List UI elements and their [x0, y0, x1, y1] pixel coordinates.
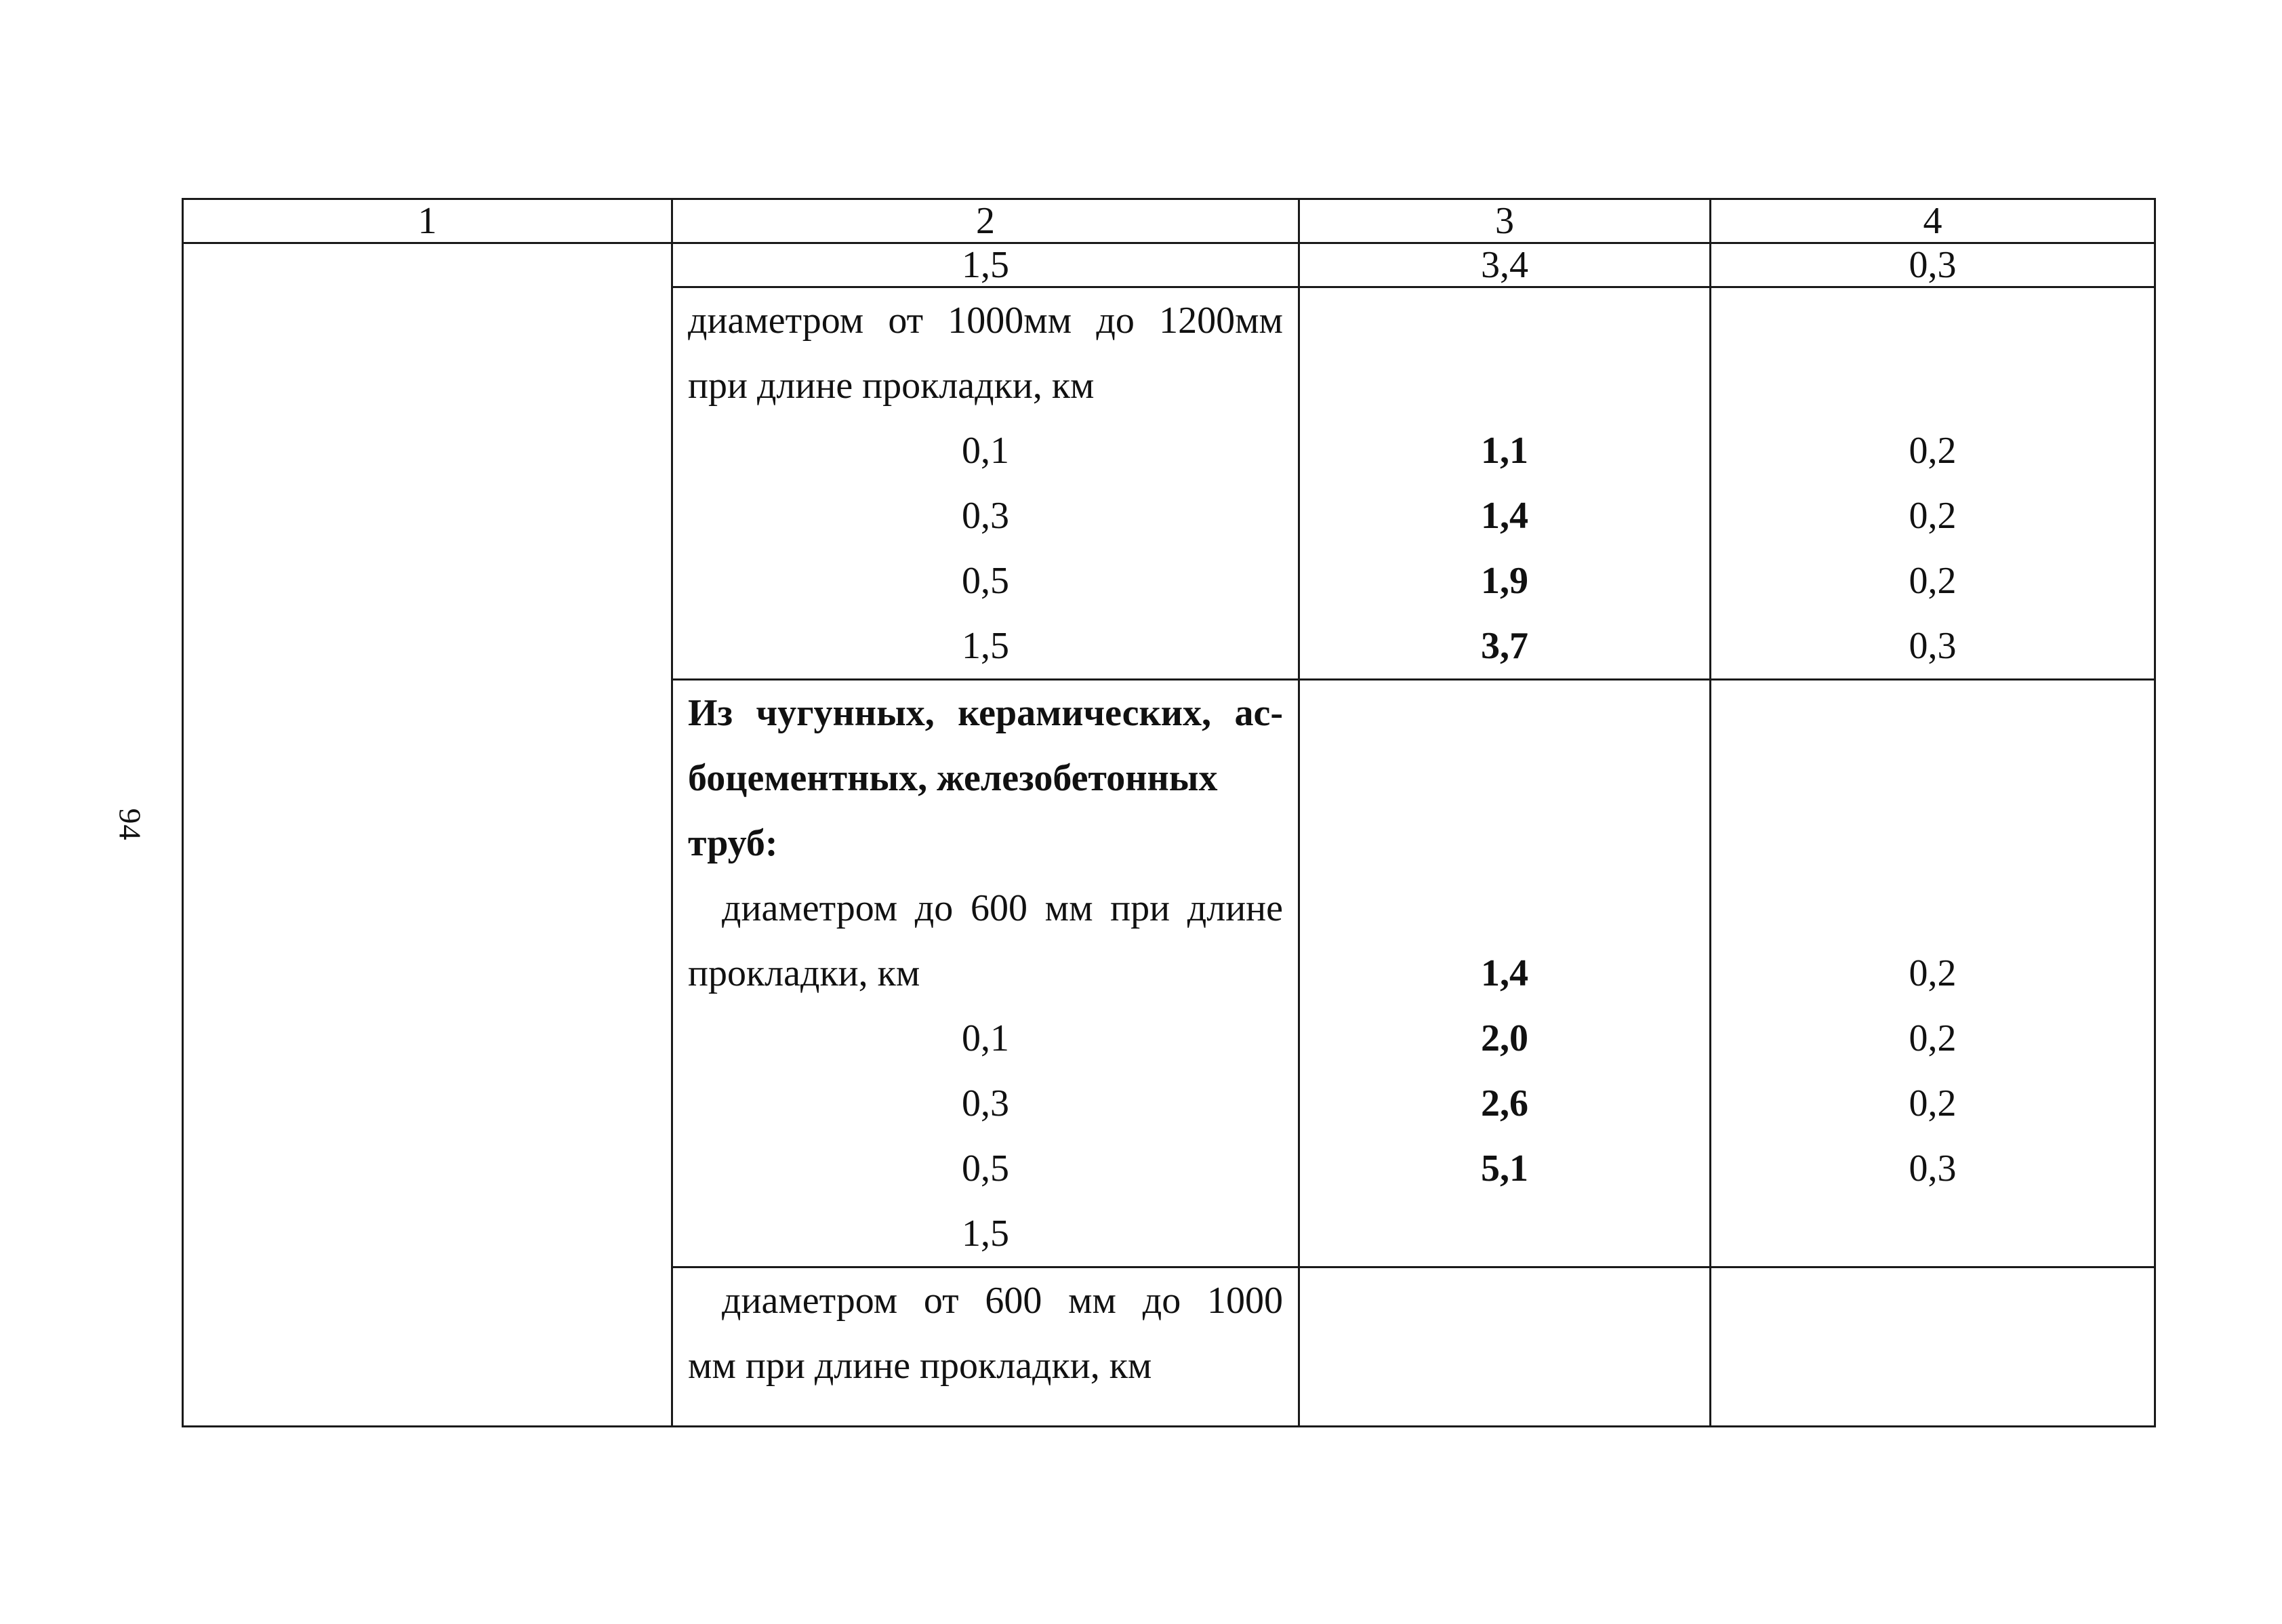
- continuation-col3: 3,4: [1299, 243, 1711, 287]
- header-col3: 3: [1299, 199, 1711, 243]
- col4-value: 0,2: [1909, 952, 1957, 994]
- data-table: [182, 198, 2156, 1427]
- col4-value: 0,2: [1909, 495, 1957, 537]
- desc-line: диаметром от 1000мм до 1200мм: [688, 300, 1283, 342]
- col3-value: 2,6: [1481, 1082, 1528, 1124]
- page-number: 94: [113, 808, 148, 841]
- continuation-col4: 0,3: [1711, 243, 2155, 287]
- header-col4: 4: [1711, 199, 2155, 243]
- header-col1: 1: [183, 199, 672, 243]
- section-heading: Из чугунных, керамических, ас-: [688, 692, 1283, 734]
- desc-line: диаметром от 600 мм до 1000: [722, 1280, 1283, 1322]
- section-1000-1200-col3: [1299, 287, 1711, 680]
- header-col2: 2: [672, 199, 1299, 243]
- header-row: [183, 199, 2155, 243]
- section-600-1000-desc: [672, 1267, 1299, 1427]
- section-cast-iron-col4: [1711, 680, 2155, 1267]
- length-value: 1,5: [962, 625, 1009, 667]
- col4-value: 0,3: [1909, 1148, 1957, 1190]
- section-600-1000-col4: [1711, 1267, 2155, 1427]
- desc-line: прокладки, км: [688, 952, 920, 994]
- desc-line: мм при длине прокладки, км: [688, 1345, 1152, 1387]
- length-value: 0,1: [962, 430, 1009, 472]
- desc-line: диаметром до 600 мм при длине: [722, 887, 1283, 929]
- col4-value: 0,2: [1909, 1017, 1957, 1059]
- col4-value: 0,2: [1909, 560, 1957, 602]
- section-heading: боцементных, железобетонных: [688, 757, 1218, 799]
- section-heading: труб:: [688, 822, 778, 864]
- col4-value: 0,2: [1909, 430, 1957, 472]
- desc-line: при длине прокладки, км: [688, 365, 1095, 407]
- section-cast-iron-desc: [672, 680, 1299, 1267]
- section-1000-1200-desc: [672, 287, 1299, 680]
- col3-value: 1,4: [1481, 495, 1528, 537]
- col3-value: 1,1: [1481, 430, 1528, 472]
- continuation-col2: 1,5: [672, 243, 1299, 287]
- length-value: 0,5: [962, 560, 1009, 602]
- col4-value: 0,2: [1909, 1082, 1957, 1124]
- col3-value: 5,1: [1481, 1148, 1528, 1190]
- col3-value: 1,9: [1481, 560, 1528, 602]
- length-value: 0,5: [962, 1148, 1009, 1190]
- section-1000-1200-col4: [1711, 287, 2155, 680]
- col1-empty-cell: [183, 243, 672, 1427]
- continuation-row: [183, 243, 2155, 287]
- length-value: 0,3: [962, 1082, 1009, 1124]
- col3-value: 1,4: [1481, 952, 1528, 994]
- length-value: 1,5: [962, 1213, 1009, 1255]
- section-cast-iron-col3: [1299, 680, 1711, 1267]
- length-value: 0,3: [962, 495, 1009, 537]
- col3-value: 3,7: [1481, 625, 1528, 667]
- col3-value: 2,0: [1481, 1017, 1528, 1059]
- col4-value: 0,3: [1909, 625, 1957, 667]
- length-value: 0,1: [962, 1017, 1009, 1059]
- section-600-1000-col3: [1299, 1267, 1711, 1427]
